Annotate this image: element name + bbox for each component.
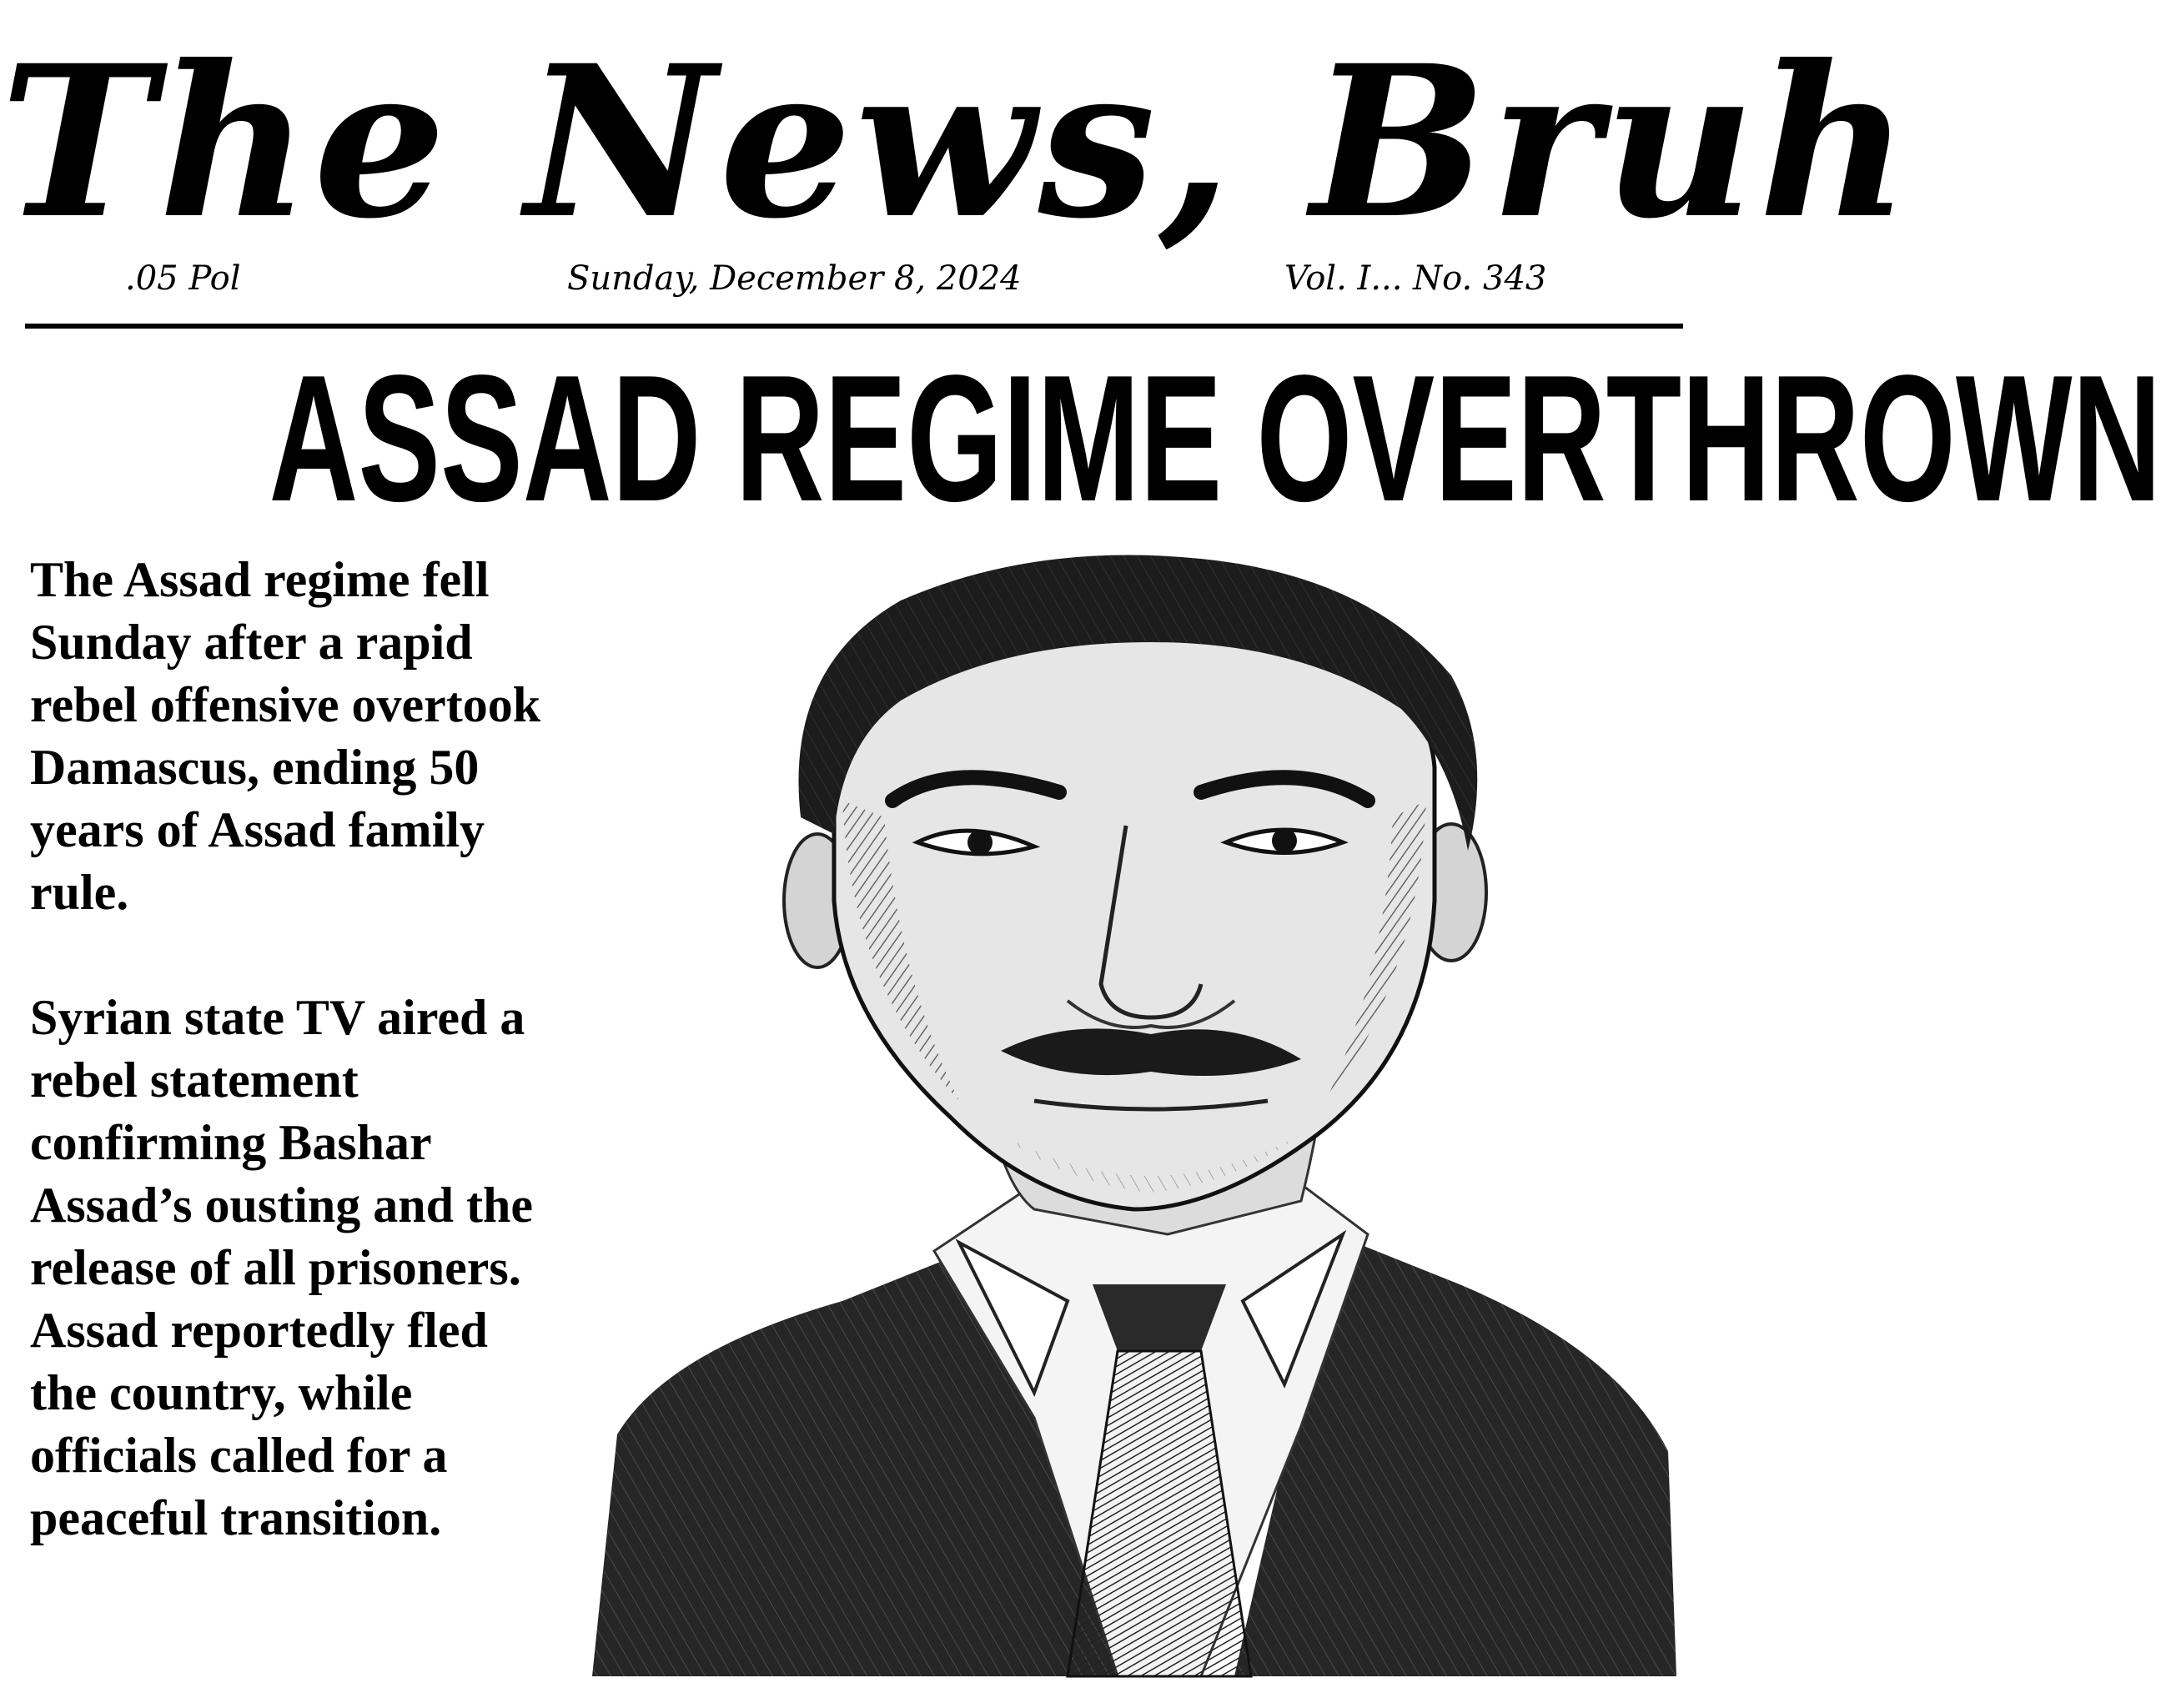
portrait-sketch xyxy=(567,550,1685,1676)
article-paragraph-2: Syrian state TV aired a rebel statement confirming Bashar Assad’s ousting and the release of all prisoners. Assad reportedly fled the country, while officials called for a peaceful transition. xyxy=(30,990,533,1545)
article-body xyxy=(30,549,547,1550)
issue-price: .05 Pol xyxy=(125,259,241,298)
portrait-illustration xyxy=(567,550,1685,1676)
headline: ASSAD REGIME OVERTHROWN xyxy=(269,337,2161,539)
article-paragraph-1: The Assad regime fell Sunday after a rapid rebel offensive overtook Damascus, ending 50 years of Assad family rule. xyxy=(30,552,541,920)
masthead xyxy=(0,17,1914,300)
newspaper-title: The News, Bruh xyxy=(0,19,1914,264)
issue-number: Vol. I... No. 343 xyxy=(1284,259,1547,298)
masthead-divider xyxy=(25,324,1683,329)
issue-date: Sunday, December 8, 2024 xyxy=(567,259,1022,298)
